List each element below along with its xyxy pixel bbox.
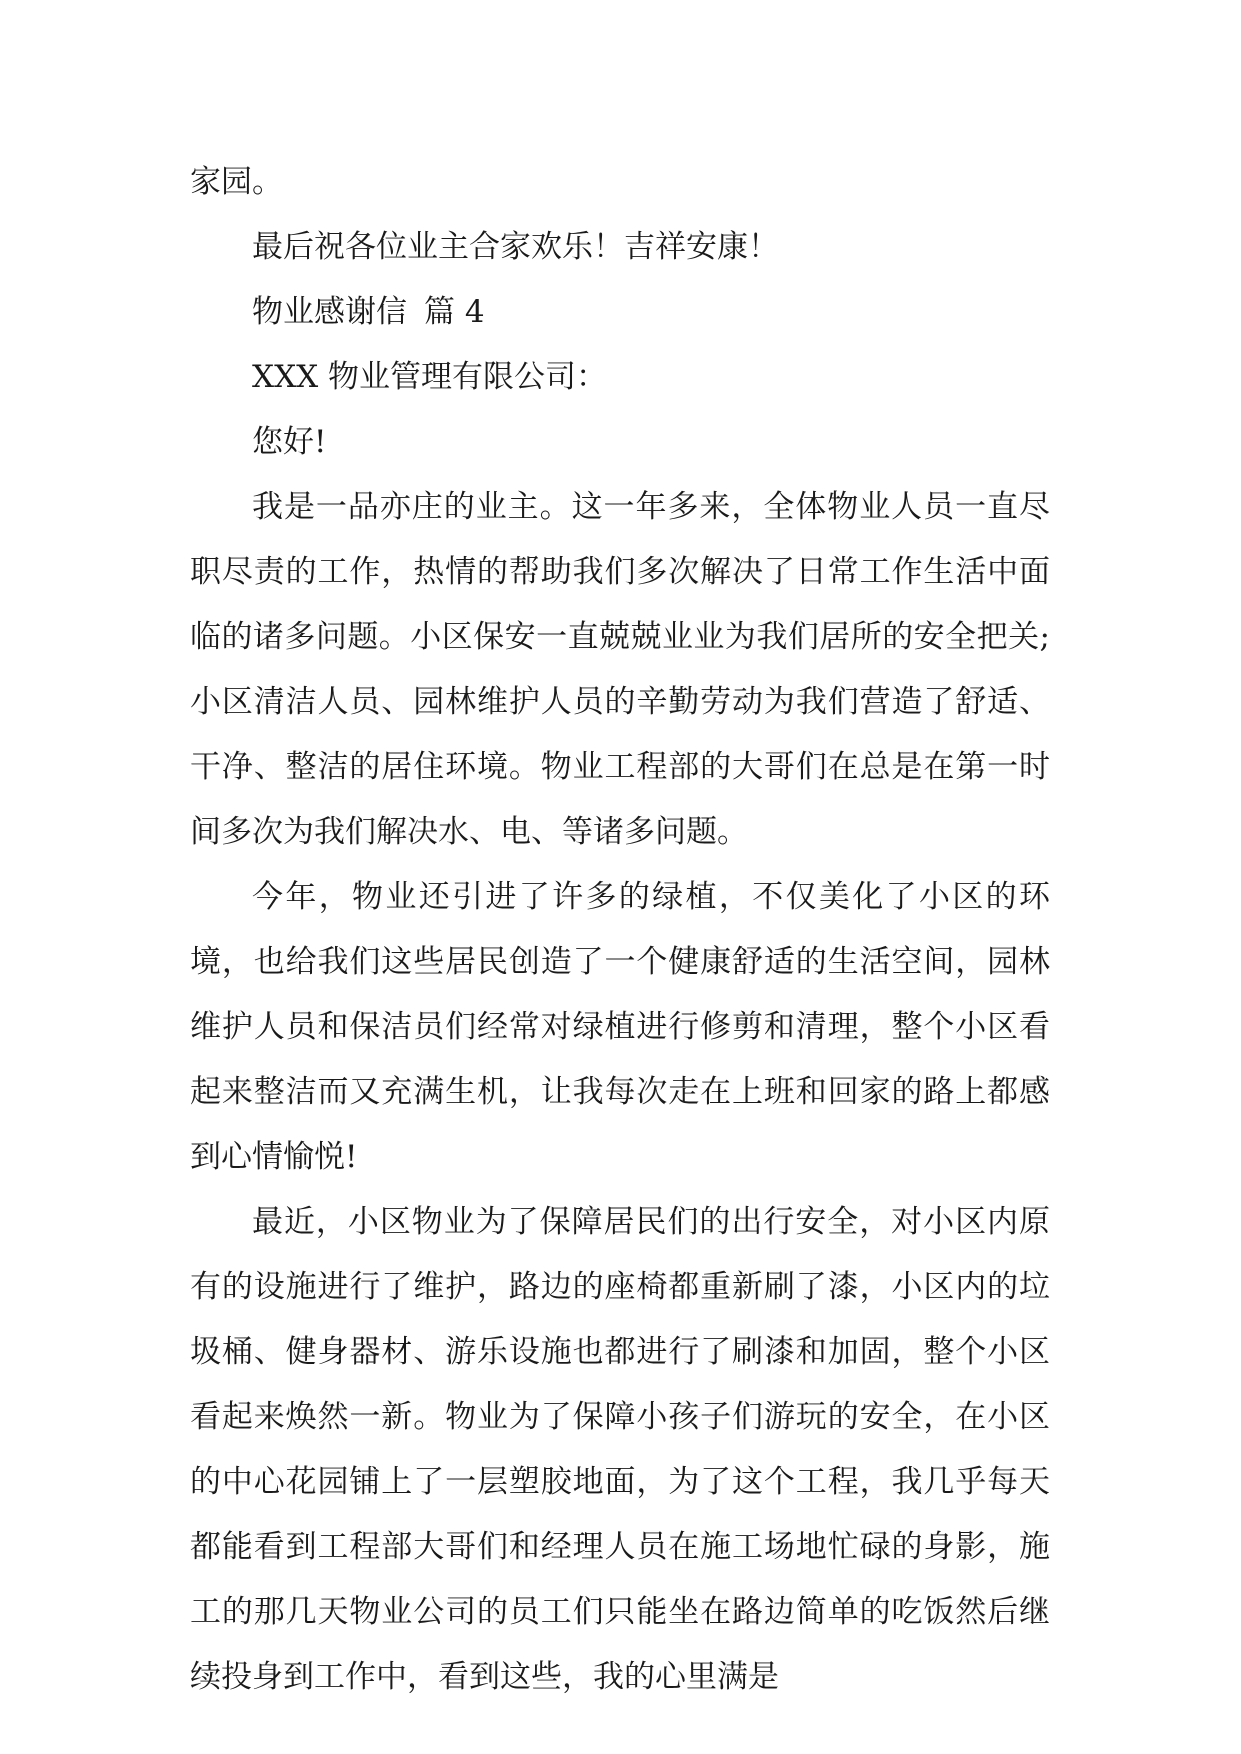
- greeting: 您好!: [252, 424, 327, 460]
- section-number: 篇 4: [424, 294, 485, 330]
- body-paragraph: 我是一品亦庄的业主。这一年多来，全体物业人员一直尽职尽责的工作，热情的帮助我们多次解决了日常工作生活中面临的诸多问题。小区保安一直兢兢业业为我们居所的安全把关;小区清洁人员、园林维护人员的辛勤劳动为我们营造了舒适、干净、整洁的居住环境。物业工程部的大哥们在总是在第一时间多次为我们解决水、电、等诸多问题。: [190, 489, 1050, 850]
- section-title: 物业感谢信: [252, 294, 407, 330]
- body-paragraph: 今年，物业还引进了许多的绿植，不仅美化了小区的环境，也给我们这些居民创造了一个健康舒适的生活空间，园林维护人员和保洁员们经常对绿植进行修剪和清理，整个小区看起来整洁而又充满生机，让我每次走在上班和回家的路上都感到心情愉悦!: [190, 879, 1050, 1175]
- closing-wish: 最后祝各位业主合家欢乐！吉祥安康！: [252, 229, 779, 265]
- continuation-line: 家园。: [190, 164, 283, 200]
- letter-body: [190, 150, 1050, 1710]
- body-paragraph: 最近，小区物业为了保障居民们的出行安全，对小区内原有的设施进行了维护，路边的座椅都重新刷了漆，小区内的垃圾桶、健身器材、游乐设施也都进行了刷漆和加固，整个小区看起来焕然一新。物业为了保障小孩子们游玩的安全，在小区的中心花园铺上了一层塑胶地面，为了这个工程，我几乎每天都能看到工程部大哥们和经理人员在施工场地忙碌的身影，施工的那几天物业公司的员工们只能坐在路边简单的吃饭然后继续投身到工作中，看到这些，我的心里满是: [190, 1204, 1050, 1695]
- section-heading: [190, 280, 1050, 345]
- addressee: XXX 物业管理有限公司：: [252, 359, 608, 395]
